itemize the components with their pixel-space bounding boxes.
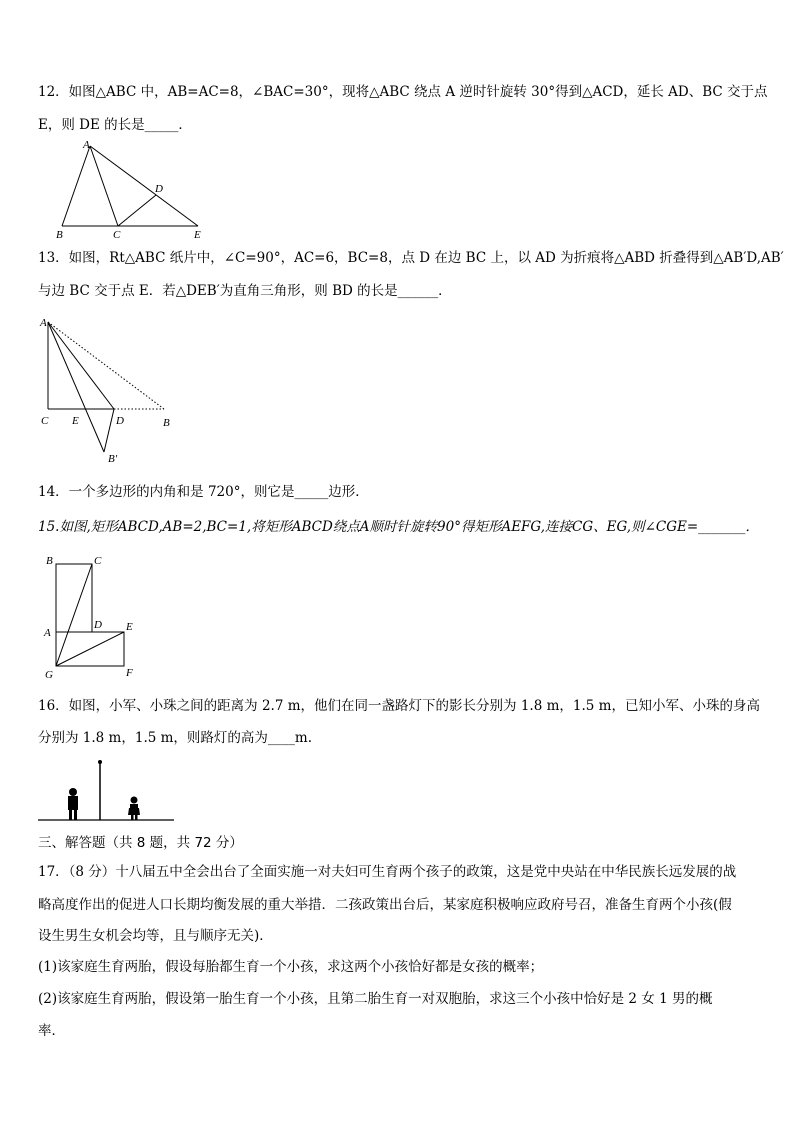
q16-text-line2: 分别为 1.8 m，1.5 m，则路灯的高为____m.: [38, 730, 313, 746]
q15-label-B: B: [46, 555, 53, 567]
q13-label-E: E: [72, 415, 79, 427]
section-heading: 三、解答题（共 8 题，共 72 分）: [38, 835, 243, 851]
q16-figure: [36, 758, 176, 826]
q15-figure: [40, 548, 150, 682]
q15-label-G: G: [45, 669, 53, 681]
q16-person-xiaojun-icon: [68, 788, 78, 820]
q13-label-A: A: [40, 317, 47, 329]
q13-figure: [36, 312, 186, 468]
q12-text-line2: E，则 DE 的长是_____．: [38, 117, 192, 133]
q13-label-B: B: [163, 417, 170, 429]
q12-line-AC: [90, 146, 118, 226]
q13-label-D: D: [116, 415, 124, 427]
q16-person-xiaozhu-icon: [128, 797, 140, 821]
q12-text-line1: 12．如图△ABC 中，AB=AC=8，∠BAC=30°，现将△ABC 绕点 A 逆时针旋转 30°得到△ACD，延长 AD、BC 交于点: [38, 84, 768, 100]
q13-text-line1: 13．如图，Rt△ABC 纸片中，∠C=90°，AC=6，BC=8，点 D 在边 BC 上，以 AD 为折痕将△ABD 折叠得到△AB′D,AB′: [38, 250, 784, 266]
q15-label-A: A: [44, 627, 51, 639]
q17-text-line3: 设生男生女机会均等，且与顺序无关)．: [38, 928, 273, 944]
q13-text-line2: 与边 BC 交于点 E．若△DEB′为直角三角形，则 BD 的长是______．: [38, 283, 452, 299]
q17-text-line2: 略高度作出的促进人口长期均衡发展的重大举措．二孩政策出台后，某家庭积极响应政府号召，准备生育两个小孩(假: [38, 897, 732, 913]
q15-label-C: C: [94, 555, 102, 567]
q12-line-AB: [62, 146, 90, 226]
q15-rect-ABCD: [56, 564, 92, 632]
q12-figure: [50, 138, 210, 242]
q12-line-AE: [90, 146, 198, 226]
q13-line-AB-dotted: [48, 322, 164, 409]
q12-label-A: A: [83, 139, 90, 151]
q13-label-Bp: B′: [108, 453, 118, 465]
q17-text-line1: 17．（8 分）十八届五中全会出台了全面实施一对夫妇可生育两个孩子的政策，这是党中央站在中华民族长远发展的战: [38, 864, 737, 880]
q15-text: 15.如图,矩形ABCD,AB=2,BC=1,将矩形ABCD绕点A顺时针旋转90°得矩形AEFG,连接CG、EG,则∠CGE=_______．: [38, 519, 759, 535]
q16-text-line1: 16．如图，小军、小珠之间的距离为 2.7 m，他们在同一盏路灯下的影长分别为 1.8 m，1.5 m，已知小军、小珠的身高: [38, 698, 760, 714]
q17-part1: (1)该家庭生育两胎，假设每胎都生育一个小孩，求这两个小孩恰好都是女孩的概率；: [38, 959, 544, 975]
q13-line-AD: [48, 322, 114, 409]
q17-part2-line1: (2)该家庭生育两胎，假设第一胎生育一个小孩，且第二胎生育一对双胞胎，求这三个小孩中恰好是 2 女 1 男的概: [38, 991, 713, 1007]
q12-label-C: C: [113, 229, 121, 241]
q14-text: 14．一个多边形的内角和是 720°，则它是_____边形．: [38, 484, 369, 500]
q13-line-ABp: [48, 322, 104, 452]
q15-label-F: F: [126, 667, 133, 679]
q12-label-B: B: [56, 229, 63, 241]
q13-line-DBp: [104, 409, 114, 452]
q12-label-D: D: [155, 183, 163, 195]
q17-part2-line2: 率．: [38, 1023, 65, 1039]
q15-label-D: D: [94, 619, 102, 631]
q12-label-E: E: [194, 229, 201, 241]
q13-label-C: C: [41, 415, 49, 427]
q16-lamp-icon: [98, 760, 102, 764]
q15-label-E: E: [126, 621, 133, 633]
q12-line-CD: [118, 195, 156, 226]
